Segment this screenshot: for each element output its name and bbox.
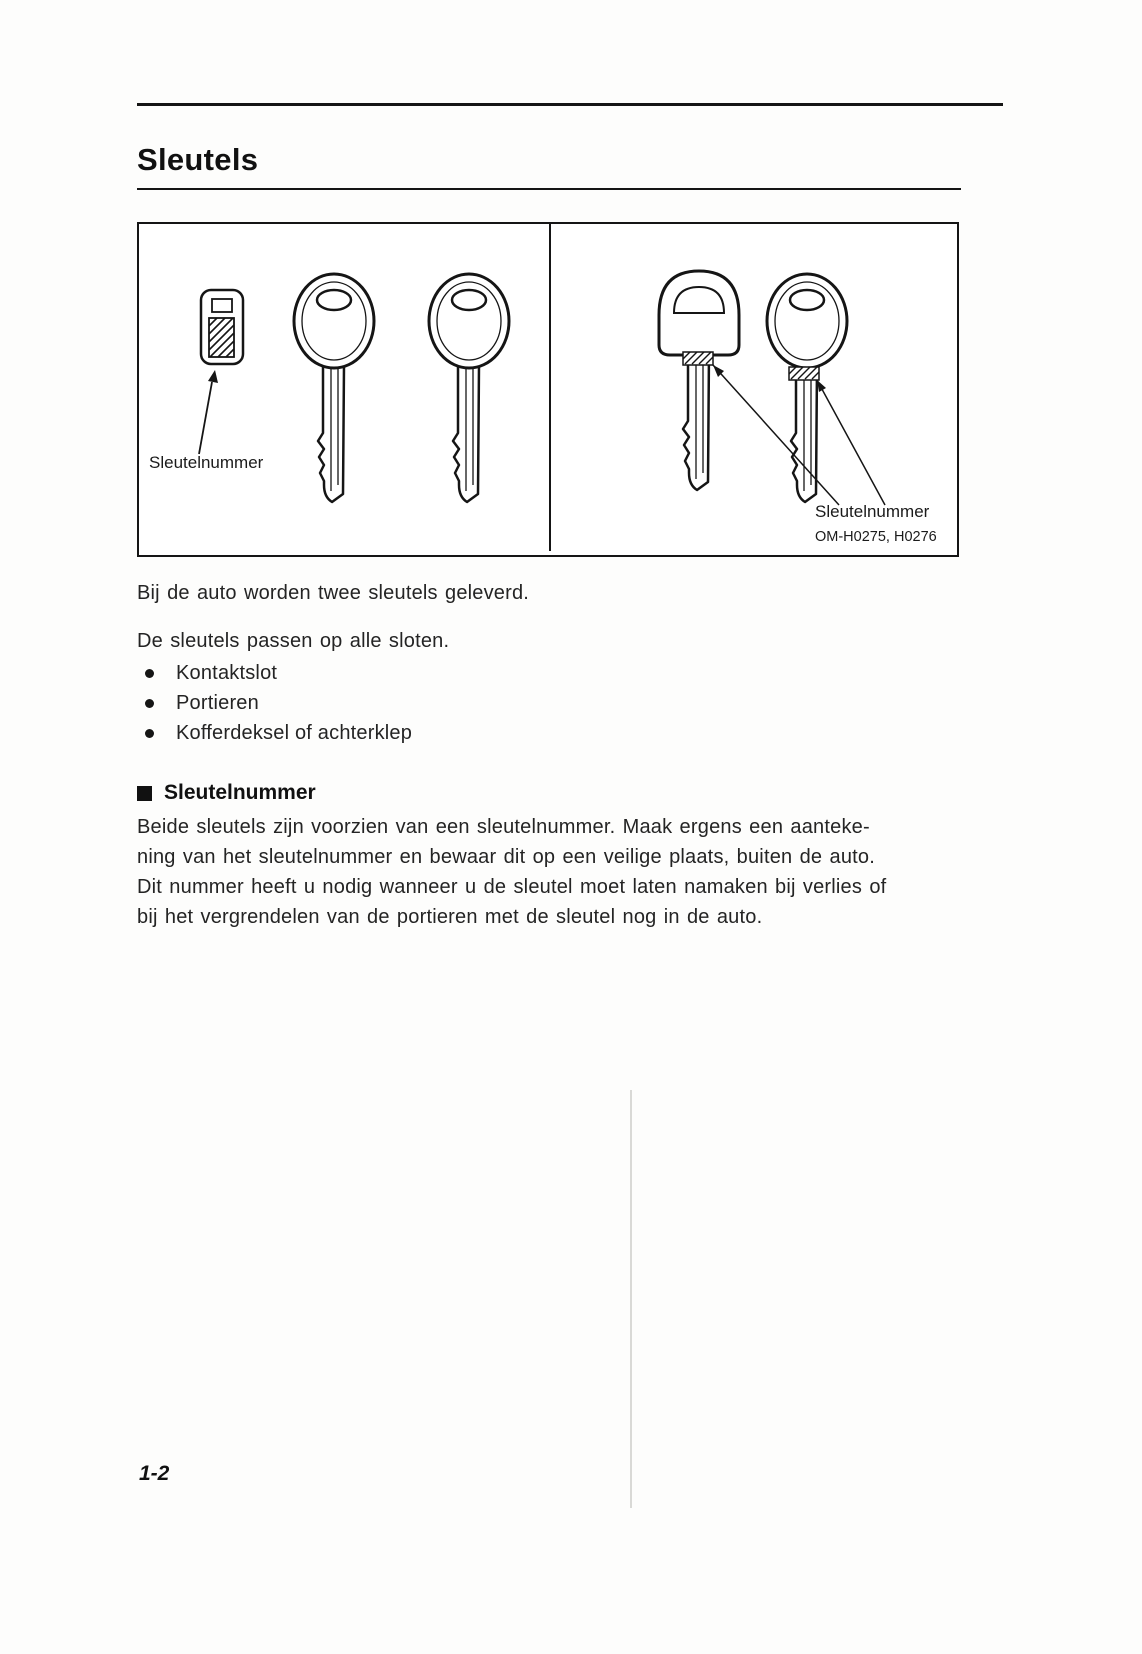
paragraph-line: bij het vergrendelen van de portieren met de sleutel nog in de auto. <box>137 906 763 928</box>
bullet-icon <box>145 729 154 738</box>
list-item <box>137 688 963 718</box>
section-marker-icon <box>137 786 152 801</box>
round-key-3 <box>767 274 847 502</box>
paragraph-line: Dit nummer heeft u nodig wanneer u de sleutel moet laten namaken bij verlies of <box>137 876 887 898</box>
locks-intro-paragraph: De sleutels passen op alle sloten. <box>137 630 450 652</box>
list-item-label: Kofferdeksel of achterklep <box>176 721 413 744</box>
key-number-stamp-2 <box>789 367 819 380</box>
title-underline <box>137 188 961 190</box>
key-number-tag <box>201 290 243 364</box>
bullet-icon <box>145 699 154 708</box>
figure-code: OM-H0275, H0276 <box>815 529 937 545</box>
paragraph-line: ning van het sleutelnummer en bewaar dit op een veilige plaats, buiten de auto. <box>137 846 875 868</box>
keys-figure <box>137 222 959 557</box>
section-paragraph <box>137 812 963 932</box>
keys-illustration <box>139 224 953 551</box>
page-number: 1-2 <box>139 1462 170 1485</box>
list-item <box>137 718 963 748</box>
bullet-icon <box>145 669 154 678</box>
round-key-2 <box>429 274 509 502</box>
list-item <box>137 658 963 688</box>
intro-paragraph: Bij de auto worden twee sleutels geleverd. <box>137 582 530 604</box>
top-rule <box>137 103 1003 106</box>
locks-list <box>137 658 963 748</box>
key-number-stamp-1 <box>683 352 713 365</box>
section-title: Sleutelnummer <box>164 781 316 804</box>
tag-pointer-arrow <box>199 370 218 454</box>
list-item-label: Portieren <box>176 691 259 714</box>
paragraph-line: Beide sleutels zijn voorzien van een sleutelnummer. Maak ergens een aanteke- <box>137 816 870 838</box>
scan-artifact-line <box>630 1090 632 1508</box>
figure-label-left: Sleutelnummer <box>149 453 264 472</box>
section-header <box>137 781 316 805</box>
page-title: Sleutels <box>137 142 259 177</box>
round-key-1 <box>294 274 374 502</box>
list-item-label: Kontaktslot <box>176 661 278 684</box>
figure-label-right: Sleutelnummer <box>815 502 930 521</box>
